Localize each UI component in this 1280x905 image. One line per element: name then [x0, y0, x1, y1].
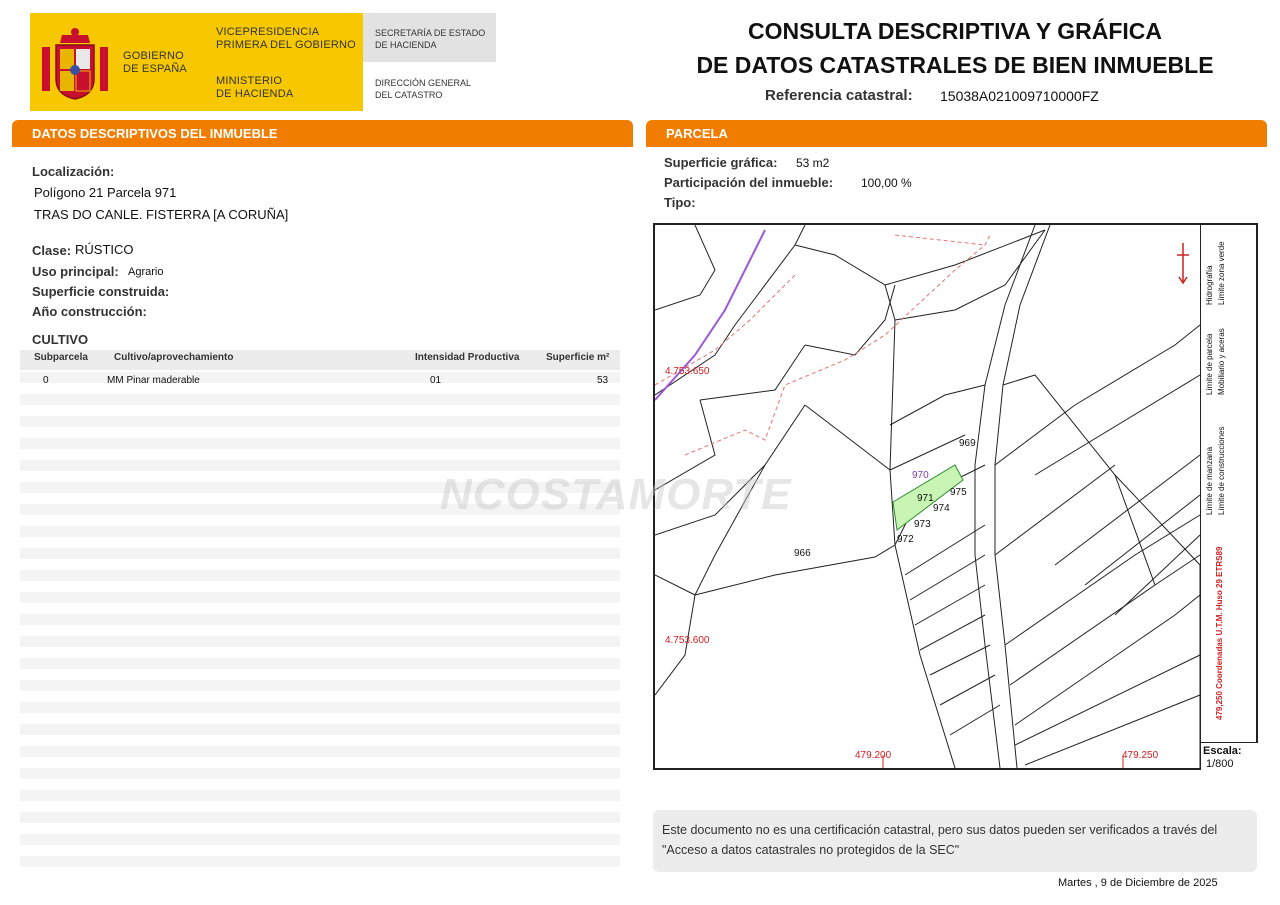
coord-label-x1: 479.200 — [855, 750, 892, 761]
coord-label-y1: 4.753.650 — [665, 366, 710, 377]
localizacion-line2: TRAS DO CANLE. FISTERRA [A CORUÑA] — [34, 207, 289, 222]
secretaria-text: SECRETARÍA DE ESTADO DE HACIENDA — [375, 28, 486, 50]
parcel-label-966: 966 — [794, 548, 811, 559]
section-bar-datos-descriptivos: DATOS DESCRIPTIVOS DEL INMUEBLE — [12, 120, 633, 147]
superficie-grafica-label: Superficie gráfica: — [664, 155, 778, 170]
legend-hidrografia: Hidrografía — [1205, 265, 1214, 305]
parcel-label-973: 973 — [914, 519, 931, 530]
coord-label-y2: 4.753.600 — [665, 635, 710, 646]
participacion-label: Participación del inmueble: — [664, 175, 834, 190]
superficie-grafica-value: 53 m2 — [796, 156, 830, 170]
section-bar-parcela: PARCELA — [646, 120, 1267, 147]
parcel-label-971: 971 — [917, 493, 934, 504]
ministerio-text: MINISTERIO DE HACIENDA — [216, 75, 294, 100]
legend-limite-manzana: Límite de manzana — [1205, 446, 1214, 515]
legend-coordenadas: 479,250 Coordenadas U.T.M. Huso 29 ETRS89 — [1215, 546, 1224, 720]
disclaimer-box — [653, 810, 1257, 872]
ref-catastral-value: 15038A021009710000FZ — [940, 88, 1099, 104]
legend-limite-construcciones: Límite de construcciones — [1217, 426, 1226, 515]
anio-construccion-label: Año construcción: — [32, 304, 147, 319]
localizacion-label: Localización: — [32, 164, 115, 179]
secretaria-block — [363, 13, 496, 62]
localizacion-line1: Polígono 21 Parcela 971 — [34, 185, 177, 200]
th-subparcela: Subparcela — [34, 352, 88, 363]
parcel-label-969: 969 — [959, 438, 976, 449]
cultivo-table-header — [20, 350, 620, 370]
watermark: NCOSTAMORTE — [440, 470, 792, 519]
disclaimer-text: Este documento no es una certificación catastral, pero sus datos pueden ser verificados a través del "Acceso a datos catastrales no protegidos de la SEC" — [662, 823, 1218, 857]
legend-zona-verde: Límite zona verde — [1217, 241, 1226, 305]
uso-principal-label: Uso principal: — [32, 264, 119, 279]
coord-label-x2: 479.250 — [1122, 750, 1159, 761]
coat-of-arms-icon — [40, 25, 110, 103]
north-arrow-icon — [1177, 243, 1189, 283]
participacion-value: 100,00 % — [861, 176, 912, 190]
clase-label: Clase: — [32, 243, 72, 258]
ref-catastral-label: Referencia catastral: — [765, 87, 913, 104]
tipo-label: Tipo: — [664, 195, 696, 210]
parcel-label-970: 970 — [912, 470, 929, 481]
legend-limite-parcela: Límite de parcela — [1205, 333, 1214, 395]
td-cultivo: MM Pinar maderable — [107, 375, 200, 386]
vicepresidencia-text: VICEPRESIDENCIA PRIMERA DEL GOBIERNO — [216, 26, 356, 51]
th-cultivo: Cultivo/aprovechamiento — [114, 352, 234, 363]
uso-principal-value: Agrario — [128, 266, 164, 278]
cultivo-table-background — [20, 350, 620, 870]
td-subparcela: 0 — [43, 375, 49, 386]
parcel-label-975: 975 — [950, 487, 967, 498]
scale-value: 1/800 — [1206, 758, 1234, 770]
td-intensidad: 01 — [430, 375, 442, 386]
parcel-label-972: 972 — [897, 534, 914, 545]
clase-value: RÚSTICO — [75, 242, 134, 257]
th-intensidad: Intensidad Productiva — [415, 352, 520, 363]
legend-mobiliario: Mobiliario y aceras — [1217, 328, 1226, 395]
scale-label: Escala: — [1203, 745, 1242, 757]
th-superficie: Superficie m² — [546, 352, 610, 363]
document-title: CONSULTA DESCRIPTIVA Y GRÁFICA DE DATOS CATASTRALES DE BIEN INMUEBLE — [696, 18, 1214, 78]
gobierno-text: GOBIERNO DE ESPAÑA — [123, 50, 187, 75]
map-legend — [1200, 225, 1256, 742]
td-superficie: 53 — [597, 375, 609, 386]
parcel-label-974: 974 — [933, 503, 950, 514]
cultivo-title: CULTIVO — [32, 332, 89, 347]
direccion-general-text: DIRECCIÓN GENERAL DEL CATASTRO — [375, 78, 472, 100]
superficie-construida-label: Superficie construida: — [32, 284, 170, 299]
government-logo — [30, 13, 363, 111]
document-date: Martes , 9 de Diciembre de 2025 — [1058, 877, 1218, 889]
